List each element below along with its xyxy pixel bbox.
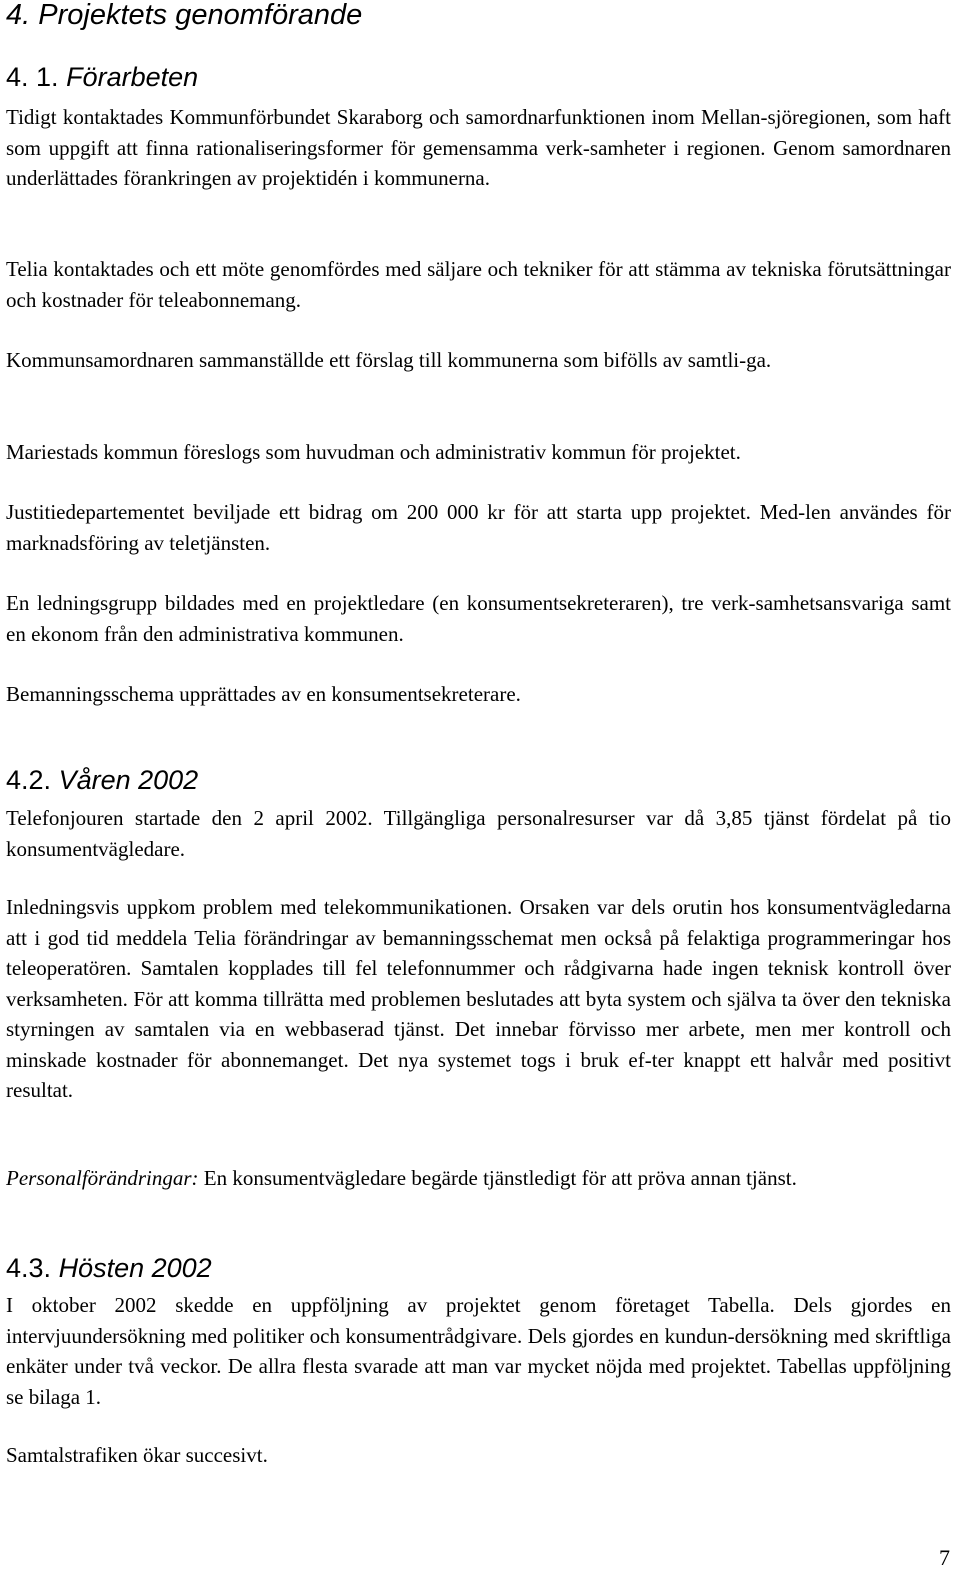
section-title: Förarbeten <box>66 62 199 92</box>
section-title: Våren 2002 <box>58 765 199 795</box>
section-number: 4.3. <box>6 1253 52 1283</box>
paragraph-personnel-changes <box>6 1163 951 1194</box>
section-heading-4-2 <box>6 765 198 795</box>
paragraph: Kommunsamordnaren sammanställde ett förslag till kommunerna som bifölls av samtli-ga. <box>6 348 772 372</box>
personnel-label: Personalförändringar: <box>6 1166 199 1190</box>
paragraph: En ledningsgrupp bildades med en projektledare (en konsumentsekreteraren), tre verk-samhetsansvariga samt en ekonom från den administrativa kommunen. <box>6 591 951 646</box>
section-number: 4. 1. <box>6 62 59 92</box>
personnel-text: En konsumentvägledare begärde tjänstledigt för att pröva annan tjänst. <box>198 1166 797 1190</box>
paragraph: Inledningsvis uppkom problem med telekommunikationen. Orsaken var dels orutin hos konsumentvägledarna att i god tid meddela Telia förändringar av bemanningsschemat men också på felaktiga programmeringar hos teleoperatören. Samtalen kopplades till fel telefonnummer och rådgivarna hade ingen teknisk kontroll över verksamheten. För att komma tillrätta med problemen beslutades att byta system och själva ta över den tekniska styrningen av samtalen via en webbaserad tjänst. Det innebar förvisso mer arbete, men mer kontroll och minskade kostnader för abonnemanget. Det nya systemet togs i bruk ef-ter knappt ett halvår med positivt resultat. <box>6 895 951 1102</box>
paragraph: Justitiedepartementet beviljade ett bidrag om 200 000 kr för att starta upp projektet. Med-len användes för marknadsföring av teletjänsten. <box>6 500 951 555</box>
chapter-title: 4. Projektets genomförande <box>6 0 363 31</box>
section-title: Hösten 2002 <box>58 1253 212 1283</box>
section-heading-4-1 <box>6 62 198 92</box>
paragraph: Mariestads kommun föreslogs som huvudman och administrativ kommun för projektet. <box>6 440 741 464</box>
paragraph: Bemanningsschema upprättades av en konsumentsekreterare. <box>6 682 521 706</box>
paragraph: Tidigt kontaktades Kommunförbundet Skaraborg och samordnarfunktionen inom Mellan-sjöregionen, som haft som uppgift att finna rationaliseringsformer för gemensamma verk-samheter i regionen. Genom samordnaren underlättades förankringen av projektidén i kommunerna. <box>6 105 951 190</box>
section-heading-4-3 <box>6 1253 212 1283</box>
section-number: 4.2. <box>6 765 52 795</box>
paragraph: Telia kontaktades och ett möte genomfördes med säljare och tekniker för att stämma av tekniska förutsättningar och kostnader för teleabonnemang. <box>6 257 951 312</box>
paragraph: I oktober 2002 skedde en uppföljning av projektet genom företaget Tabella. Dels gjordes en intervjuundersökning med politiker och konsumentrådgivare. Dels gjordes en kundun-dersökning med skriftliga enkäter under två veckor. De allra flesta svarade att man var mycket nöjda med projektet. Tabellas uppföljning se bilaga 1. <box>6 1293 951 1409</box>
paragraph: Telefonjouren startade den 2 april 2002. Tillgängliga personalresurser var då 3,85 tjänst fördelat på tio konsumentvägledare. <box>6 806 951 861</box>
page-number: 7 <box>939 1545 950 1570</box>
paragraph: Samtalstrafiken ökar succesivt. <box>6 1443 268 1467</box>
